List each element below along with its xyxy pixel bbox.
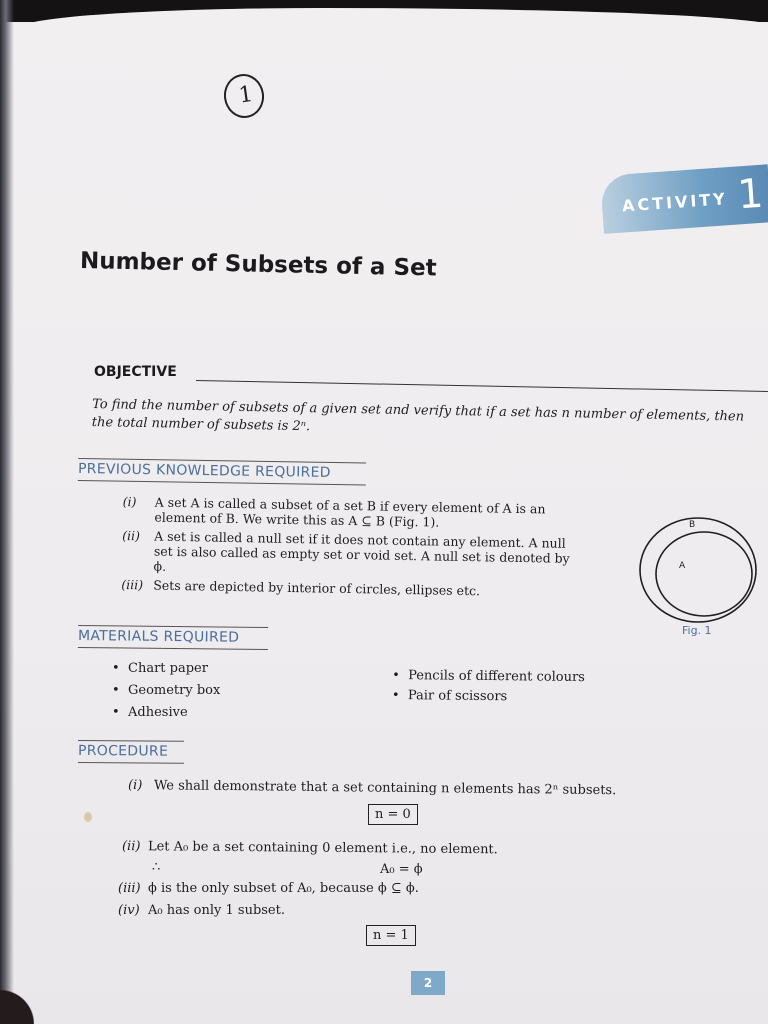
- list-item: • Adhesive: [112, 702, 220, 724]
- list-item: [121, 577, 581, 600]
- objective-rule: [196, 380, 768, 392]
- activity-tab: [600, 164, 768, 234]
- procedure-step-3: [118, 881, 419, 896]
- item-text: A set A is called a subset of a set B if every element of A is an element of B. We write this as A ⊆ B (Fig. 1).: [154, 494, 546, 530]
- step-text: We shall demonstrate that a set containing n elements has 2ⁿ subsets.: [153, 778, 617, 799]
- inner-circle-a: [656, 532, 752, 616]
- bottom-corner-shadow: [0, 980, 34, 1024]
- venn-diagram: [636, 510, 764, 626]
- n-one-box: n = 1: [366, 925, 416, 946]
- objective-heading: OBJECTIVE: [94, 364, 177, 380]
- materials-heading: MATERIALS REQUIRED: [78, 625, 268, 650]
- step-marker: (iv): [118, 903, 140, 918]
- label-a: A: [679, 561, 686, 571]
- item-text: A set is called a null set if it does not contain any element. A null set is also called as empty set or void set. A null set is denoted by ϕ.: [153, 528, 570, 574]
- list-item: • Geometry box: [112, 680, 220, 702]
- objective-text: To find the number of subsets of a given set and verify that if a set has n number of elements, then the total number of subsets is 2ⁿ.: [91, 397, 745, 435]
- procedure-step-2: [122, 839, 498, 857]
- previous-knowledge-heading: PREVIOUS KNOWLEDGE REQUIRED: [78, 458, 366, 486]
- outer-circle-b: [640, 518, 756, 622]
- materials-list-right: [392, 666, 585, 708]
- equation-a0-empty: A₀ = ϕ: [380, 862, 423, 877]
- binding-edge: [0, 0, 14, 1024]
- materials-list-left: [112, 658, 220, 724]
- activity-number: 1: [736, 170, 765, 219]
- item-marker: (iii): [121, 576, 144, 593]
- activity-label: ACTIVITY: [621, 189, 729, 216]
- handwritten-page-marker: [221, 71, 267, 120]
- step-text: Let A₀ be a set containing 0 element i.e., no element.: [147, 839, 498, 858]
- list-item: • Chart paper: [112, 658, 220, 680]
- n-zero-box: n = 0: [368, 804, 418, 825]
- step-text: A₀ has only 1 subset.: [148, 903, 285, 918]
- step-marker: (i): [127, 778, 143, 794]
- previous-knowledge-list: [121, 494, 583, 604]
- list-item: • Pair of scissors: [392, 686, 585, 708]
- step-marker: (iii): [118, 881, 141, 896]
- step-text: ϕ is the only subset of A₀, because ϕ ⊆ ϕ.: [148, 881, 419, 896]
- list-item: [122, 528, 583, 581]
- page-title: Number of Subsets of a Set: [79, 248, 437, 282]
- ink-smudge: [84, 812, 92, 822]
- page-number: 2: [411, 971, 445, 995]
- procedure-step-1: [128, 778, 616, 798]
- procedure-heading: PROCEDURE: [78, 740, 184, 764]
- list-item: • Pencils of different colours: [392, 666, 585, 688]
- page-marker-text: 1: [237, 81, 255, 109]
- item-text: Sets are depicted by interior of circles, ellipses etc.: [153, 577, 481, 599]
- label-b: B: [689, 520, 696, 530]
- procedure-step-4: [118, 903, 285, 918]
- item-marker: (i): [122, 494, 137, 510]
- item-marker: (ii): [122, 528, 141, 544]
- list-item: [122, 494, 582, 532]
- therefore-symbol: ∴: [152, 860, 161, 875]
- step-marker: (ii): [121, 839, 141, 855]
- figure-caption: Fig. 1: [682, 624, 712, 637]
